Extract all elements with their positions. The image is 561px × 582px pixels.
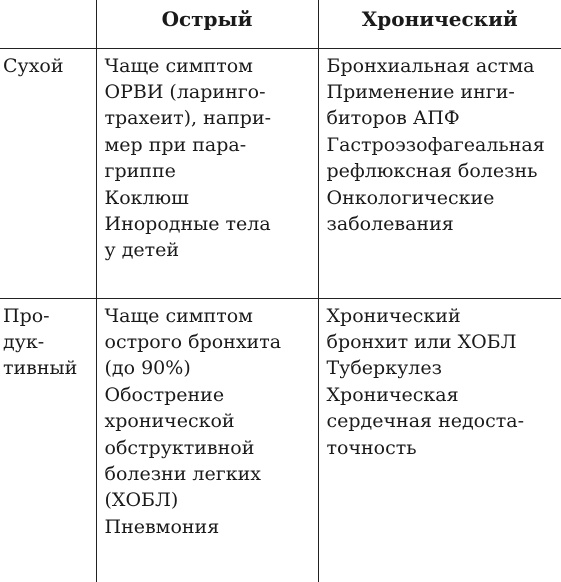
cell-line: Гастроэзофагеальная xyxy=(326,133,545,156)
cell-line: Хроническая xyxy=(326,383,459,406)
header-acute: Острый xyxy=(96,0,318,48)
cell-line: Сухой xyxy=(3,54,64,77)
cell-line: острого бронхита xyxy=(104,330,282,353)
cell-line: тивный xyxy=(3,357,78,380)
cell-acute-productive xyxy=(96,298,318,582)
cell-line: Применение инги- xyxy=(326,80,515,103)
header-chronic: Хронический xyxy=(318,0,561,48)
cell-line: Коклюш xyxy=(104,186,189,209)
cell-acute-dry xyxy=(96,48,318,298)
cell-line: трахеит), напри- xyxy=(104,107,272,130)
cell-line: точность xyxy=(326,436,417,459)
cell-line: Онкологические xyxy=(326,186,495,209)
table-row-dry xyxy=(0,48,561,298)
cell-chronic-productive xyxy=(318,298,561,582)
cell-line: гриппе xyxy=(104,160,176,183)
cell-chronic-dry xyxy=(318,48,561,298)
cell-line: Чаще симптом xyxy=(104,54,253,77)
cell-line: Инородные тела xyxy=(104,212,271,235)
cell-line: болезни легких xyxy=(104,462,261,485)
cell-line: Хронический xyxy=(326,304,461,327)
table-row-productive xyxy=(0,298,561,582)
cell-line: Обострение xyxy=(104,383,225,406)
cell-line: обструктивной xyxy=(104,436,255,459)
cell-line: Чаще симптом xyxy=(104,304,253,327)
cell-line: Про- xyxy=(3,304,50,327)
cell-line: сердечная недоста- xyxy=(326,410,525,433)
cell-line: (ХОБЛ) xyxy=(104,489,179,512)
cell-line: дук- xyxy=(3,330,45,353)
cell-line: заболевания xyxy=(326,212,454,235)
cell-line: у детей xyxy=(104,239,180,262)
header-row xyxy=(0,0,561,48)
cell-line: Пневмония xyxy=(104,515,220,538)
cell-line: мер при пара- xyxy=(104,133,247,156)
cell-line: биторов АПФ xyxy=(326,107,460,130)
cell-type-productive xyxy=(0,298,96,582)
cell-line: Бронхиальная астма xyxy=(326,54,535,77)
cell-line: (до 90%) xyxy=(104,357,191,380)
cell-line: рефлюксная болезнь xyxy=(326,160,538,183)
cell-line: Туберкулез xyxy=(326,357,442,380)
cell-line: хронической xyxy=(104,410,235,433)
cell-line: бронхит или ХОБЛ xyxy=(326,330,517,353)
cell-type-dry xyxy=(0,48,96,298)
header-cough-type xyxy=(0,0,96,48)
cell-line: ОРВИ (ларинго- xyxy=(104,80,266,103)
